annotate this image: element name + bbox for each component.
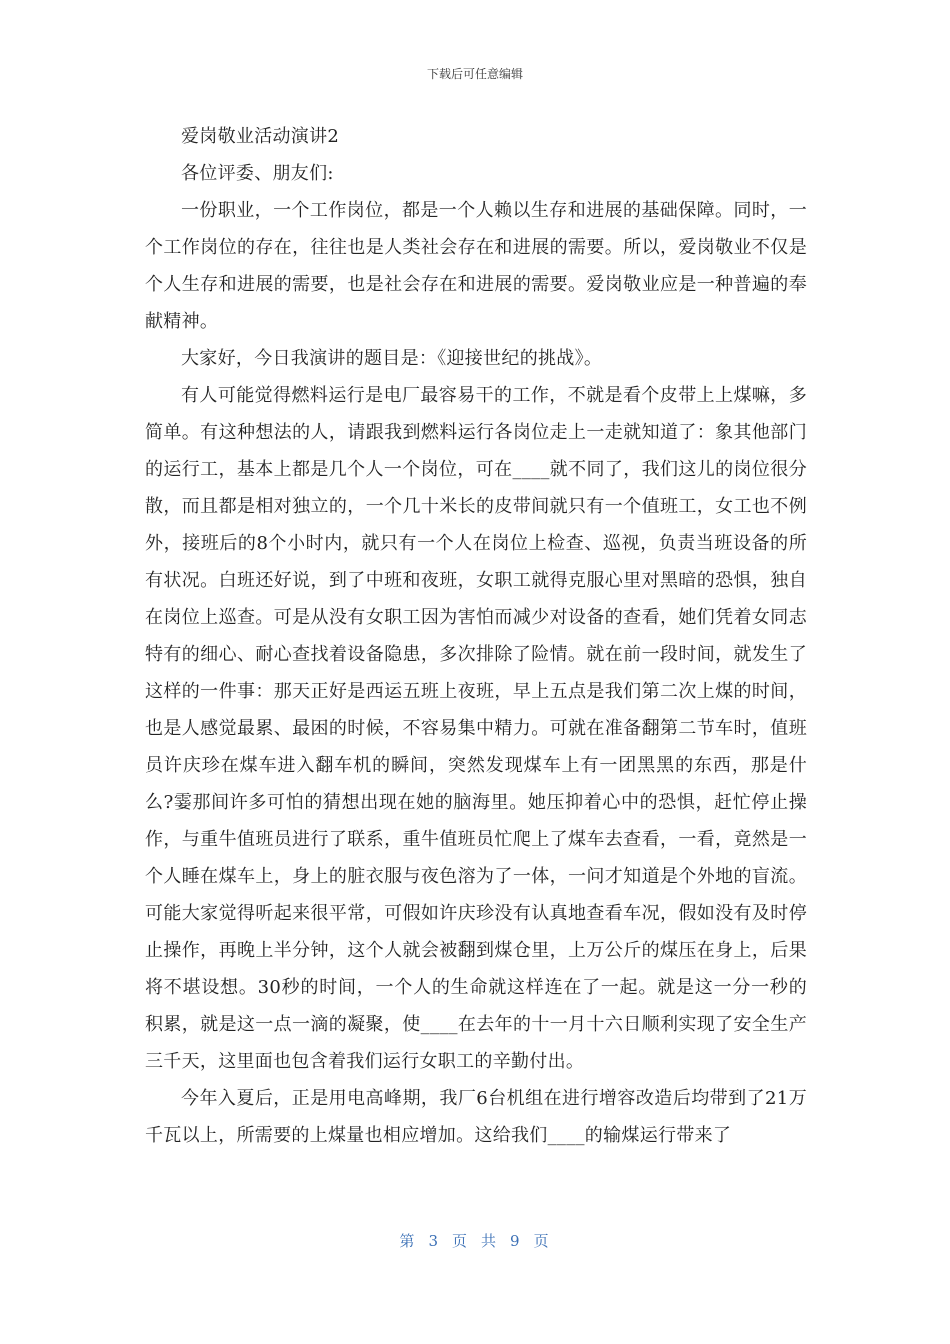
paragraph-intro: 一份职业，一个工作岗位，都是一个人赖以生存和进展的基础保障。同时，一个工作岗位的存在，往往也是人类社会存在和进展的需要。所以，爱岗敬业不仅是个人生存和进展的需要，也是社会存在和进展的需要。爱岗敬业应是一种普遍的奉献精神。: [145, 200, 807, 332]
footer-total-pages: 9: [510, 1232, 522, 1250]
paragraph-greeting: 大家好，今日我演讲的题目是：《迎接世纪的挑战》。: [181, 348, 603, 369]
footer-current-page: 3: [428, 1232, 440, 1250]
footer-label-total: 共: [481, 1232, 499, 1250]
footer-label-page: 第: [399, 1232, 417, 1250]
document-title: 爱岗敬业活动演讲2: [181, 126, 340, 147]
paragraph-summer: 今年入夏后，正是用电高峰期，我厂6台机组在进行增容改造后均带到了21万千瓦以上，所需要的上煤量也相应增加。这给我们____的输煤运行带来了: [145, 1088, 807, 1146]
salutation: 各位评委、朋友们:: [181, 163, 334, 184]
document-body: [145, 118, 807, 1154]
footer-label-page-unit: 页: [451, 1232, 469, 1250]
paragraph-story: 有人可能觉得燃料运行是电厂最容易干的工作，不就是看个皮带上上煤嘛，多简单。有这种想法的人，请跟我到燃料运行各岗位走上一走就知道了：象其他部门的运行工，基本上都是几个人一个岗位，可在____就不同了，我们这儿的岗位很分散，而且都是相对独立的，一个几十米长的皮带间就只有一个值班工，女工也不例外，接班后的8个小时内，就只有一个人在岗位上检查、巡视，负责当班设备的所有状况。白班还好说，到了中班和夜班，女职工就得克服心里对黑暗的恐惧，独自在岗位上巡查。可是从没有女职工因为害怕而减少对设备的查看，她们凭着女同志特有的细心、耐心查找着设备隐患，多次排除了险情。就在前一段时间，就发生了这样的一件事：那天正好是西运五班上夜班，早上五点是我们第二次上煤的时间，也是人感觉最累、最困的时候，不容易集中精力。可就在准备翻第二节车时，值班员许庆珍在煤车进入翻车机的瞬间，突然发现煤车上有一团黑黑的东西，那是什么?霎那间许多可怕的猜想出现在她的脑海里。她压抑着心中的恐惧，赶忙停止操作，与重牛值班员进行了联系，重牛值班员忙爬上了煤车去查看，一看，竟然是一个人睡在煤车上，身上的脏衣服与夜色溶为了一体，一问才知道是个外地的盲流。可能大家觉得听起来很平常，可假如许庆珍没有认真地查看车况，假如没有及时停止操作，再晚上半分钟，这个人就会被翻到煤仓里，上万公斤的煤压在身上，后果将不堪设想。30秒的时间，一个人的生命就这样连在了一起。就是这一分一秒的积累，就是这一点一滴的凝聚，使____在去年的十一月十六日顺利实现了安全生产三千天，这里面也包含着我们运行女职工的辛勤付出。: [145, 385, 807, 1072]
footer-label-total-unit: 页: [533, 1232, 551, 1250]
page-footer: [0, 1230, 950, 1251]
page-header-note: 下载后可任意编辑: [426, 67, 523, 81]
